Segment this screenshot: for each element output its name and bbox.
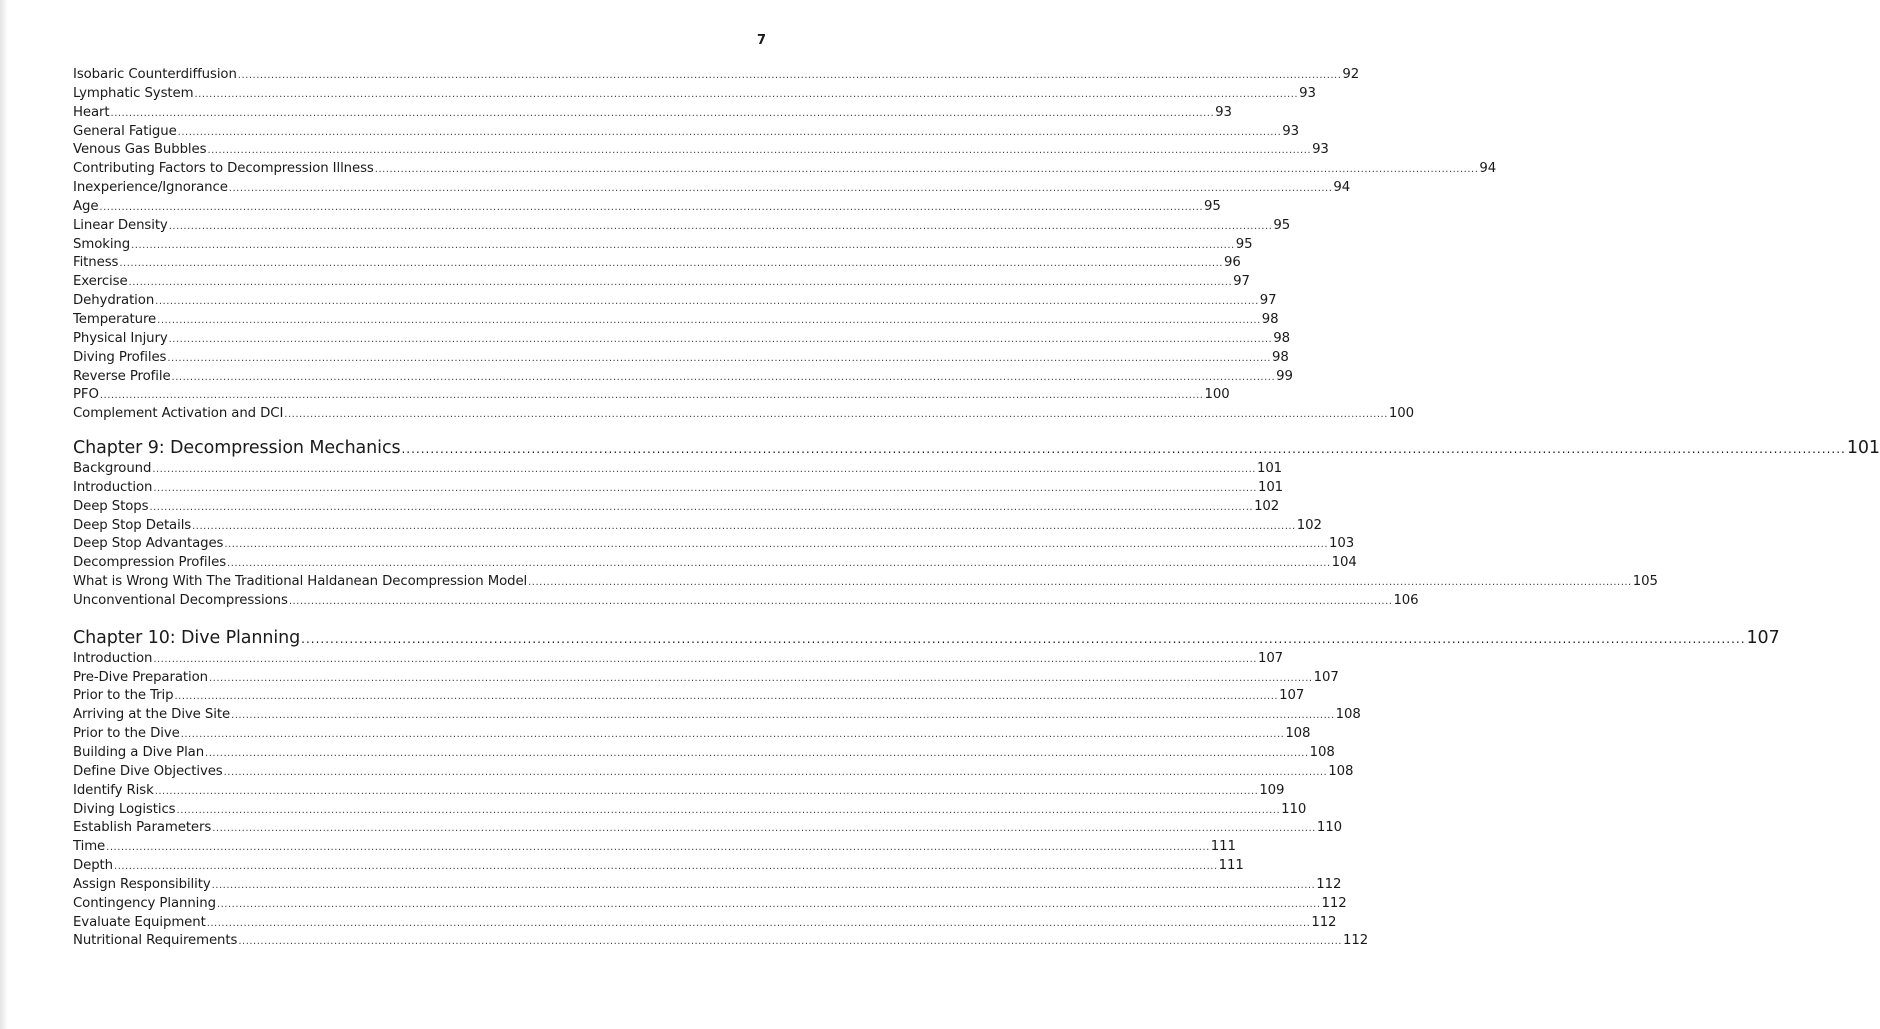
entry-label: Diving Logistics xyxy=(73,801,176,817)
entry-label: Linear Density xyxy=(73,217,168,233)
entry-label: Background xyxy=(73,461,152,477)
chapter-page: 107 xyxy=(1746,627,1780,648)
dot-leader: ............................................................................................................................................................................................................................................................................................................ xyxy=(227,558,1331,570)
dot-leader: ............................................................................................................................................................................................................................................................................................................ xyxy=(231,710,1335,722)
toc-entry[interactable] xyxy=(73,914,1337,933)
entry-label: Pre-Dive Preparation xyxy=(73,669,208,685)
entry-label: Deep Stop Details xyxy=(73,517,192,533)
toc-entry[interactable] xyxy=(73,782,1285,801)
entry-page: 105 xyxy=(1632,574,1658,590)
dot-leader: ............................................................................................................................................................................................................................................................................................................ xyxy=(131,239,1235,251)
dot-leader: ............................................................................................................................................................................................................................................................................................................ xyxy=(528,577,1632,589)
entry-label: Contributing Factors to Decompression Illness xyxy=(73,161,374,177)
entry-label: What is Wrong With The Traditional Haldanean Decompression Model xyxy=(73,574,528,590)
dot-leader: ............................................................................................................................................................................................................................................................................................................ xyxy=(208,672,1313,684)
dot-leader: ............................................................................................................................................................................................................................................................................................................ xyxy=(153,653,1257,665)
entry-label: Reverse Profile xyxy=(73,368,171,384)
toc-entry[interactable] xyxy=(73,85,1316,104)
dot-leader: ............................................................................................................................................................................................................................................................................................................ xyxy=(110,107,1215,119)
entry-page: 101 xyxy=(1256,461,1283,477)
dot-leader: ............................................................................................................................................................................................................................................................................................................ xyxy=(238,936,1342,948)
dot-leader: ............................................................................................................................................................................................................................................................................................................ xyxy=(128,277,1233,289)
entry-page: 103 xyxy=(1329,536,1355,552)
dot-leader: ............................................................................................................................................................................................................................................................................................................ xyxy=(168,333,1273,345)
dot-leader: ............................................................................................................................................................................................................................................................................................................ xyxy=(205,748,1309,759)
entry-label: Define Dive Objectives xyxy=(73,763,223,779)
entry-label: PFO xyxy=(73,387,99,403)
toc-entry[interactable] xyxy=(73,687,1305,706)
entry-page: 98 xyxy=(1261,311,1279,327)
entry-page: 101 xyxy=(1257,479,1284,495)
entry-label: Prior to the Trip xyxy=(73,688,174,704)
entry-label: Diving Profiles xyxy=(73,349,167,365)
dot-leader: ............................................................................................................................................................................................................................................................................................................ xyxy=(171,371,1276,383)
toc-entry[interactable] xyxy=(73,838,1236,857)
toc-entry[interactable] xyxy=(73,198,1221,217)
entry-label: Building a Dive Plan xyxy=(73,745,205,760)
toc-entry[interactable] xyxy=(73,66,1360,85)
dot-leader: ............................................................................................................................................................................................................................................................................................................ xyxy=(237,70,1342,81)
entry-page: 102 xyxy=(1254,498,1280,514)
entry-page: 108 xyxy=(1285,726,1311,742)
dot-leader: ............................................................................................................................................................................................................................................................................................................ xyxy=(180,729,1285,741)
toc-entry[interactable] xyxy=(73,857,1244,876)
dot-leader: ............................................................................................................................................................................................................................................................................................................ xyxy=(194,88,1299,100)
entry-page: 108 xyxy=(1335,707,1361,723)
dot-leader: ............................................................................................................................................................................................................................................................................................................ xyxy=(224,539,1329,551)
toc-entry[interactable] xyxy=(73,254,1241,273)
entry-page: 107 xyxy=(1313,669,1339,685)
entry-page: 93 xyxy=(1282,123,1300,139)
entry-label: Identify Risk xyxy=(73,782,154,798)
entry-page: 112 xyxy=(1316,876,1342,892)
dot-leader: ............................................................................................................................................................................................................................................................................................................ xyxy=(114,861,1218,873)
dot-leader: ............................................................................................................................................................................................................................................................................................................ xyxy=(99,390,1204,402)
entry-page: 106 xyxy=(1393,592,1419,608)
chapter-title: Chapter 10: Dive Planning xyxy=(73,627,301,648)
entry-page: 97 xyxy=(1259,293,1277,309)
entry-label: Introduction xyxy=(73,479,153,495)
entry-page: 98 xyxy=(1273,330,1290,346)
dot-leader: ............................................................................................................................................................................................................................................................................................................ xyxy=(157,314,1261,326)
page-edge-shadow xyxy=(0,0,8,1029)
toc-entry[interactable] xyxy=(73,123,1300,142)
chapter-9-section xyxy=(73,436,1880,611)
entry-page: 107 xyxy=(1257,650,1284,666)
dot-leader: ............................................................................................................................................................................................................................................................................................................ xyxy=(106,842,1210,854)
chapter-10-entries xyxy=(73,650,1369,952)
toc-entry[interactable] xyxy=(73,669,1339,688)
toc-entry[interactable] xyxy=(73,405,1414,424)
entry-page: 97 xyxy=(1233,274,1250,290)
toc-entry[interactable] xyxy=(73,292,1277,311)
dot-leader: ............................................................................................................................................................................................................................................................................................................ xyxy=(284,409,1388,421)
entry-label: Inexperience/Ignorance xyxy=(73,180,228,196)
toc-entry[interactable] xyxy=(73,819,1342,838)
entry-label: Venous Gas Bubbles xyxy=(73,142,207,158)
chapter-9-entries xyxy=(73,460,1658,611)
entry-label: Isobaric Counterdiffusion xyxy=(73,67,237,82)
entry-page: 111 xyxy=(1218,858,1244,874)
entry-page: 108 xyxy=(1309,745,1335,760)
entry-label: Unconventional Decompressions xyxy=(73,592,288,608)
dot-leader: ............................................................................................................................................................................................................................................................................................................ xyxy=(211,879,1316,891)
toc-entry[interactable] xyxy=(73,349,1289,368)
entry-label: Fitness xyxy=(73,255,119,271)
entry-label: Deep Stop Advantages xyxy=(73,536,224,552)
toc-entry[interactable] xyxy=(73,554,1357,573)
toc-entry[interactable] xyxy=(73,498,1280,517)
dot-leader: ............................................................................................................................................................................................................................................................................................................ xyxy=(176,804,1281,816)
entry-label: Complement Activation and DCI xyxy=(73,406,284,422)
entry-label: Establish Parameters xyxy=(73,820,212,836)
dot-leader: ............................................................................................................................................................................................................................................................................................................ xyxy=(119,258,1223,270)
chapter-10-section xyxy=(73,626,1780,952)
toc-entry[interactable] xyxy=(73,236,1253,255)
entry-label: Depth xyxy=(73,858,114,874)
toc-entry[interactable] xyxy=(73,801,1307,820)
toc-entry[interactable] xyxy=(73,650,1284,669)
entry-label: Introduction xyxy=(73,650,153,666)
entry-page: 93 xyxy=(1215,104,1232,120)
toc-entry[interactable] xyxy=(73,932,1369,951)
entry-page: 108 xyxy=(1328,763,1354,779)
toc-entry[interactable] xyxy=(73,179,1351,198)
entry-label: Exercise xyxy=(73,274,128,290)
dot-leader: ............................................................................................................................................................................................................................................................................................................ xyxy=(154,785,1259,797)
entry-page: 104 xyxy=(1331,555,1357,571)
toc-entry[interactable] xyxy=(73,876,1342,895)
entry-label: Assign Responsibility xyxy=(73,876,211,892)
entry-page: 110 xyxy=(1316,820,1342,836)
chapter-title: Chapter 9: Decompression Mechanics xyxy=(73,438,401,459)
toc-entry[interactable] xyxy=(73,160,1497,179)
entry-label: Contingency Planning xyxy=(73,895,216,911)
chapter-heading[interactable] xyxy=(73,626,1780,650)
dot-leader: ............................................................................................................................................................................................................................................................................................................ xyxy=(207,145,1312,157)
entry-label: Heart xyxy=(73,104,110,120)
toc-entry[interactable] xyxy=(73,311,1279,330)
entry-page: 96 xyxy=(1223,255,1241,271)
dot-leader: ............................................................................................................................................................................................................................................................................................................ xyxy=(401,442,1846,457)
entry-page: 100 xyxy=(1204,387,1230,403)
toc-entry[interactable] xyxy=(73,273,1250,292)
toc-entry[interactable] xyxy=(73,573,1658,592)
entry-label: Age xyxy=(73,198,99,214)
entry-label: Nutritional Requirements xyxy=(73,933,238,949)
toc-entry[interactable] xyxy=(73,104,1232,123)
dot-leader: ............................................................................................................................................................................................................................................................................................................ xyxy=(212,823,1316,835)
toc-entry[interactable] xyxy=(73,592,1419,611)
toc-entry[interactable] xyxy=(73,330,1290,349)
entry-page: 100 xyxy=(1388,406,1414,422)
entry-label: Physical Injury xyxy=(73,330,168,346)
entry-label: Evaluate Equipment xyxy=(73,914,206,930)
toc-entry[interactable] xyxy=(73,217,1291,236)
dot-leader: ............................................................................................................................................................................................................................................................................................................ xyxy=(177,126,1282,138)
entry-label: General Fatigue xyxy=(73,123,177,139)
dot-leader: ............................................................................................................................................................................................................................................................................................................ xyxy=(153,482,1257,494)
dot-leader: ............................................................................................................................................................................................................................................................................................................ xyxy=(167,352,1271,364)
entry-page: 107 xyxy=(1279,688,1305,704)
toc-entry[interactable] xyxy=(73,386,1230,405)
entry-page: 95 xyxy=(1273,217,1291,233)
entry-page: 110 xyxy=(1281,801,1307,817)
entry-page: 112 xyxy=(1321,895,1347,911)
dot-leader: ............................................................................................................................................................................................................................................................................................................ xyxy=(152,464,1256,476)
entry-page: 102 xyxy=(1296,517,1322,533)
entry-page: 94 xyxy=(1333,180,1351,196)
toc-entry[interactable] xyxy=(73,517,1322,536)
dot-leader: ............................................................................................................................................................................................................................................................................................................ xyxy=(223,766,1328,778)
entry-page: 112 xyxy=(1311,914,1337,930)
toc-entry[interactable] xyxy=(73,706,1361,725)
entry-label: Arriving at the Dive Site xyxy=(73,707,231,723)
chapter-page: 101 xyxy=(1846,438,1880,459)
entry-label: Deep Stops xyxy=(73,498,149,514)
entry-label: Time xyxy=(73,839,106,855)
toc-entry[interactable] xyxy=(73,895,1347,914)
entry-page: 94 xyxy=(1479,161,1497,177)
dot-leader: ............................................................................................................................................................................................................................................................................................................ xyxy=(155,296,1259,308)
entry-page: 95 xyxy=(1235,236,1253,252)
dot-leader: ............................................................................................................................................................................................................................................................................................................ xyxy=(216,898,1321,910)
entry-label: Lymphatic System xyxy=(73,85,194,101)
entry-label: Smoking xyxy=(73,236,131,252)
toc-entry[interactable] xyxy=(73,744,1335,763)
entry-page: 99 xyxy=(1276,368,1293,384)
entry-page: 109 xyxy=(1259,782,1285,798)
dot-leader: ............................................................................................................................................................................................................................................................................................................ xyxy=(168,220,1273,232)
dot-leader: ............................................................................................................................................................................................................................................................................................................ xyxy=(99,201,1204,213)
entry-page: 98 xyxy=(1272,349,1289,365)
toc-entry[interactable] xyxy=(73,460,1283,479)
entry-page: 92 xyxy=(1342,67,1360,82)
toc-entry[interactable] xyxy=(73,368,1293,387)
dot-leader: ............................................................................................................................................................................................................................................................................................................ xyxy=(374,164,1479,176)
page-number: 7 xyxy=(756,33,766,48)
entry-page: 112 xyxy=(1342,933,1369,949)
dot-leader: ............................................................................................................................................................................................................................................................................................................ xyxy=(149,501,1254,513)
chapter-heading[interactable] xyxy=(73,436,1880,460)
dot-leader: ............................................................................................................................................................................................................................................................................................................ xyxy=(288,595,1393,607)
chapter-8-continued-list xyxy=(73,66,1497,424)
dot-leader: ............................................................................................................................................................................................................................................................................................................ xyxy=(301,631,1746,646)
entry-label: Decompression Profiles xyxy=(73,555,227,571)
dot-leader: ............................................................................................................................................................................................................................................................................................................ xyxy=(206,917,1311,929)
toc-entry[interactable] xyxy=(73,725,1311,744)
dot-leader: ............................................................................................................................................................................................................................................................................................................ xyxy=(228,183,1333,195)
entry-page: 93 xyxy=(1312,142,1329,158)
entry-label: Dehydration xyxy=(73,293,155,309)
dot-leader: ............................................................................................................................................................................................................................................................................................................ xyxy=(192,520,1296,532)
table-of-contents xyxy=(73,66,1880,951)
toc-entry[interactable] xyxy=(73,763,1354,782)
toc-entry[interactable] xyxy=(73,141,1329,160)
entry-page: 111 xyxy=(1210,839,1236,855)
entry-page: 93 xyxy=(1299,85,1316,101)
toc-entry[interactable] xyxy=(73,535,1355,554)
entry-label: Temperature xyxy=(73,311,157,327)
entry-label: Prior to the Dive xyxy=(73,726,180,742)
entry-page: 95 xyxy=(1204,198,1221,214)
dot-leader: ............................................................................................................................................................................................................................................................................................................ xyxy=(174,691,1279,703)
toc-entry[interactable] xyxy=(73,479,1284,498)
